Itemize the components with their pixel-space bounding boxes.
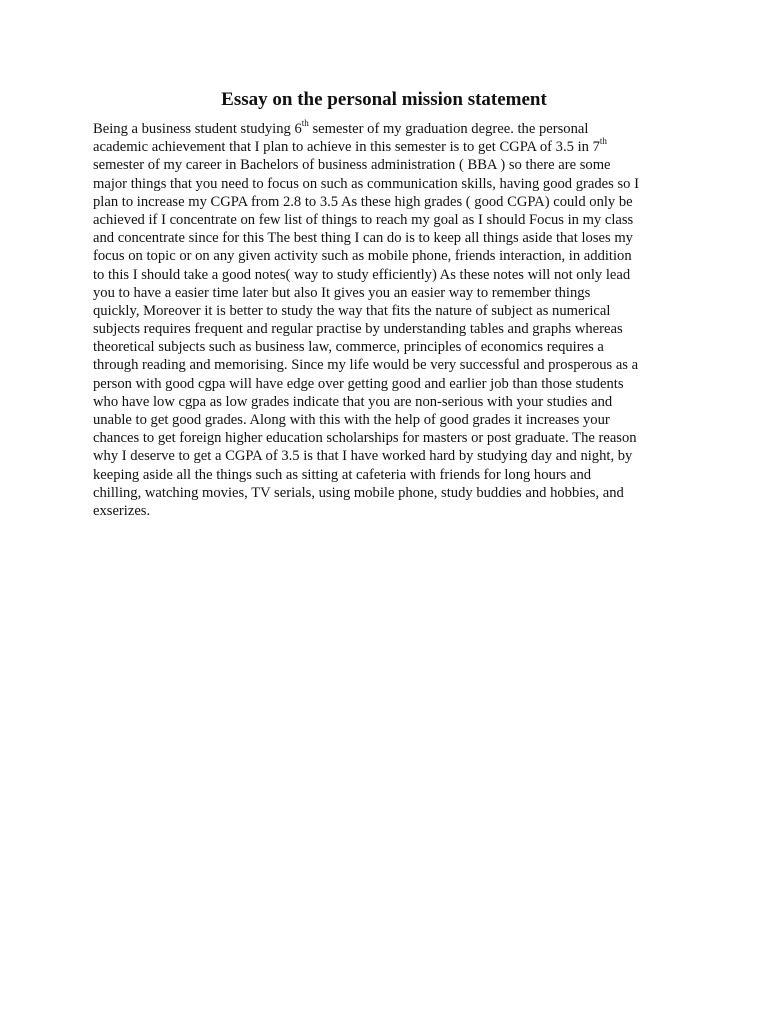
essay-line [93, 429, 693, 447]
essay-line [93, 375, 693, 393]
essay-text: and concentrate since for this The best thing I can do is to keep all things aside that loses my [93, 230, 633, 247]
ordinal-superscript: th [599, 136, 607, 147]
essay-line [93, 411, 693, 429]
essay-text: who have low cgpa as low grades indicate that you are non-serious with your studies and [93, 393, 613, 410]
essay-text: exserizes. [93, 502, 151, 519]
essay-text: why I deserve to get a CGPA of 3.5 is that I have worked hard by studying day and night, by [93, 448, 633, 465]
essay-text: quickly, Moreover it is better to study the way that fits the nature of subject as numerical [93, 302, 611, 319]
essay-text: major things that you need to focus on such as communication skills, having good grades so I [93, 175, 639, 192]
essay-text: semester of my career in Bachelors of business administration ( BBA ) so there are some [93, 157, 611, 174]
essay-line [93, 302, 693, 320]
essay-line [93, 175, 693, 193]
essay-text: keeping aside all the things such as sitting at cafeteria with friends for long hours and [93, 466, 592, 483]
essay-line [93, 229, 693, 247]
essay-text: focus on topic or on any given activity such as mobile phone, friends interaction, in addition [93, 248, 632, 265]
essay-line [93, 211, 693, 229]
essay-line [93, 284, 693, 302]
essay-text: person with good cgpa will have edge over getting good and earlier job than those students [93, 375, 624, 392]
essay-line [93, 356, 693, 374]
essay-line [93, 156, 693, 174]
essay-line [93, 484, 693, 502]
essay-line [93, 247, 693, 265]
essay-line [93, 338, 693, 356]
essay-body [93, 120, 693, 520]
essay-line [93, 466, 693, 484]
essay-text: to this I should take a good notes( way to study efficiently) As these notes will not only lead [93, 266, 631, 283]
ordinal-superscript: th [301, 118, 309, 129]
essay-text: Being a business student studying 6 [93, 121, 302, 137]
essay-line [93, 393, 693, 411]
essay-text: chances to get foreign higher education scholarships for masters or post graduate. The reason [93, 430, 637, 447]
essay-text: achieved if I concentrate on few list of things to reach my goal as I should Focus in my class [93, 211, 634, 228]
essay-line [93, 193, 693, 211]
essay-text: subjects requires frequent and regular practise by understanding tables and graphs whereas [93, 321, 623, 338]
essay-text: semester of my graduation degree. the personal [308, 121, 589, 137]
essay-line [93, 447, 693, 465]
essay-text: unable to get good grades. Along with this with the help of good grades it increases your [93, 412, 610, 428]
essay-text: academic achievement that I plan to achieve in this semester is to get CGPA of 3.5 in 7 [93, 139, 600, 156]
page-title: Essay on the personal mission statement [221, 89, 547, 110]
essay-text: theoretical subjects such as business law, commerce, principles of economics requires a [93, 339, 604, 356]
essay-text: through reading and memorising. Since my life would be very successful and prosperous as a [93, 357, 639, 374]
essay-line [93, 502, 693, 520]
essay-line [93, 138, 693, 156]
essay-text: chilling, watching movies, TV serials, using mobile phone, study buddies and hobbies, and [93, 484, 624, 501]
essay-text: you to have a easier time later but also It gives you an easier way to remember things [93, 284, 591, 301]
essay-line [93, 320, 693, 338]
essay-line [93, 266, 693, 284]
essay-text: plan to increase my CGPA from 2.8 to 3.5 As these high grades ( good CGPA) could only be [93, 193, 633, 210]
